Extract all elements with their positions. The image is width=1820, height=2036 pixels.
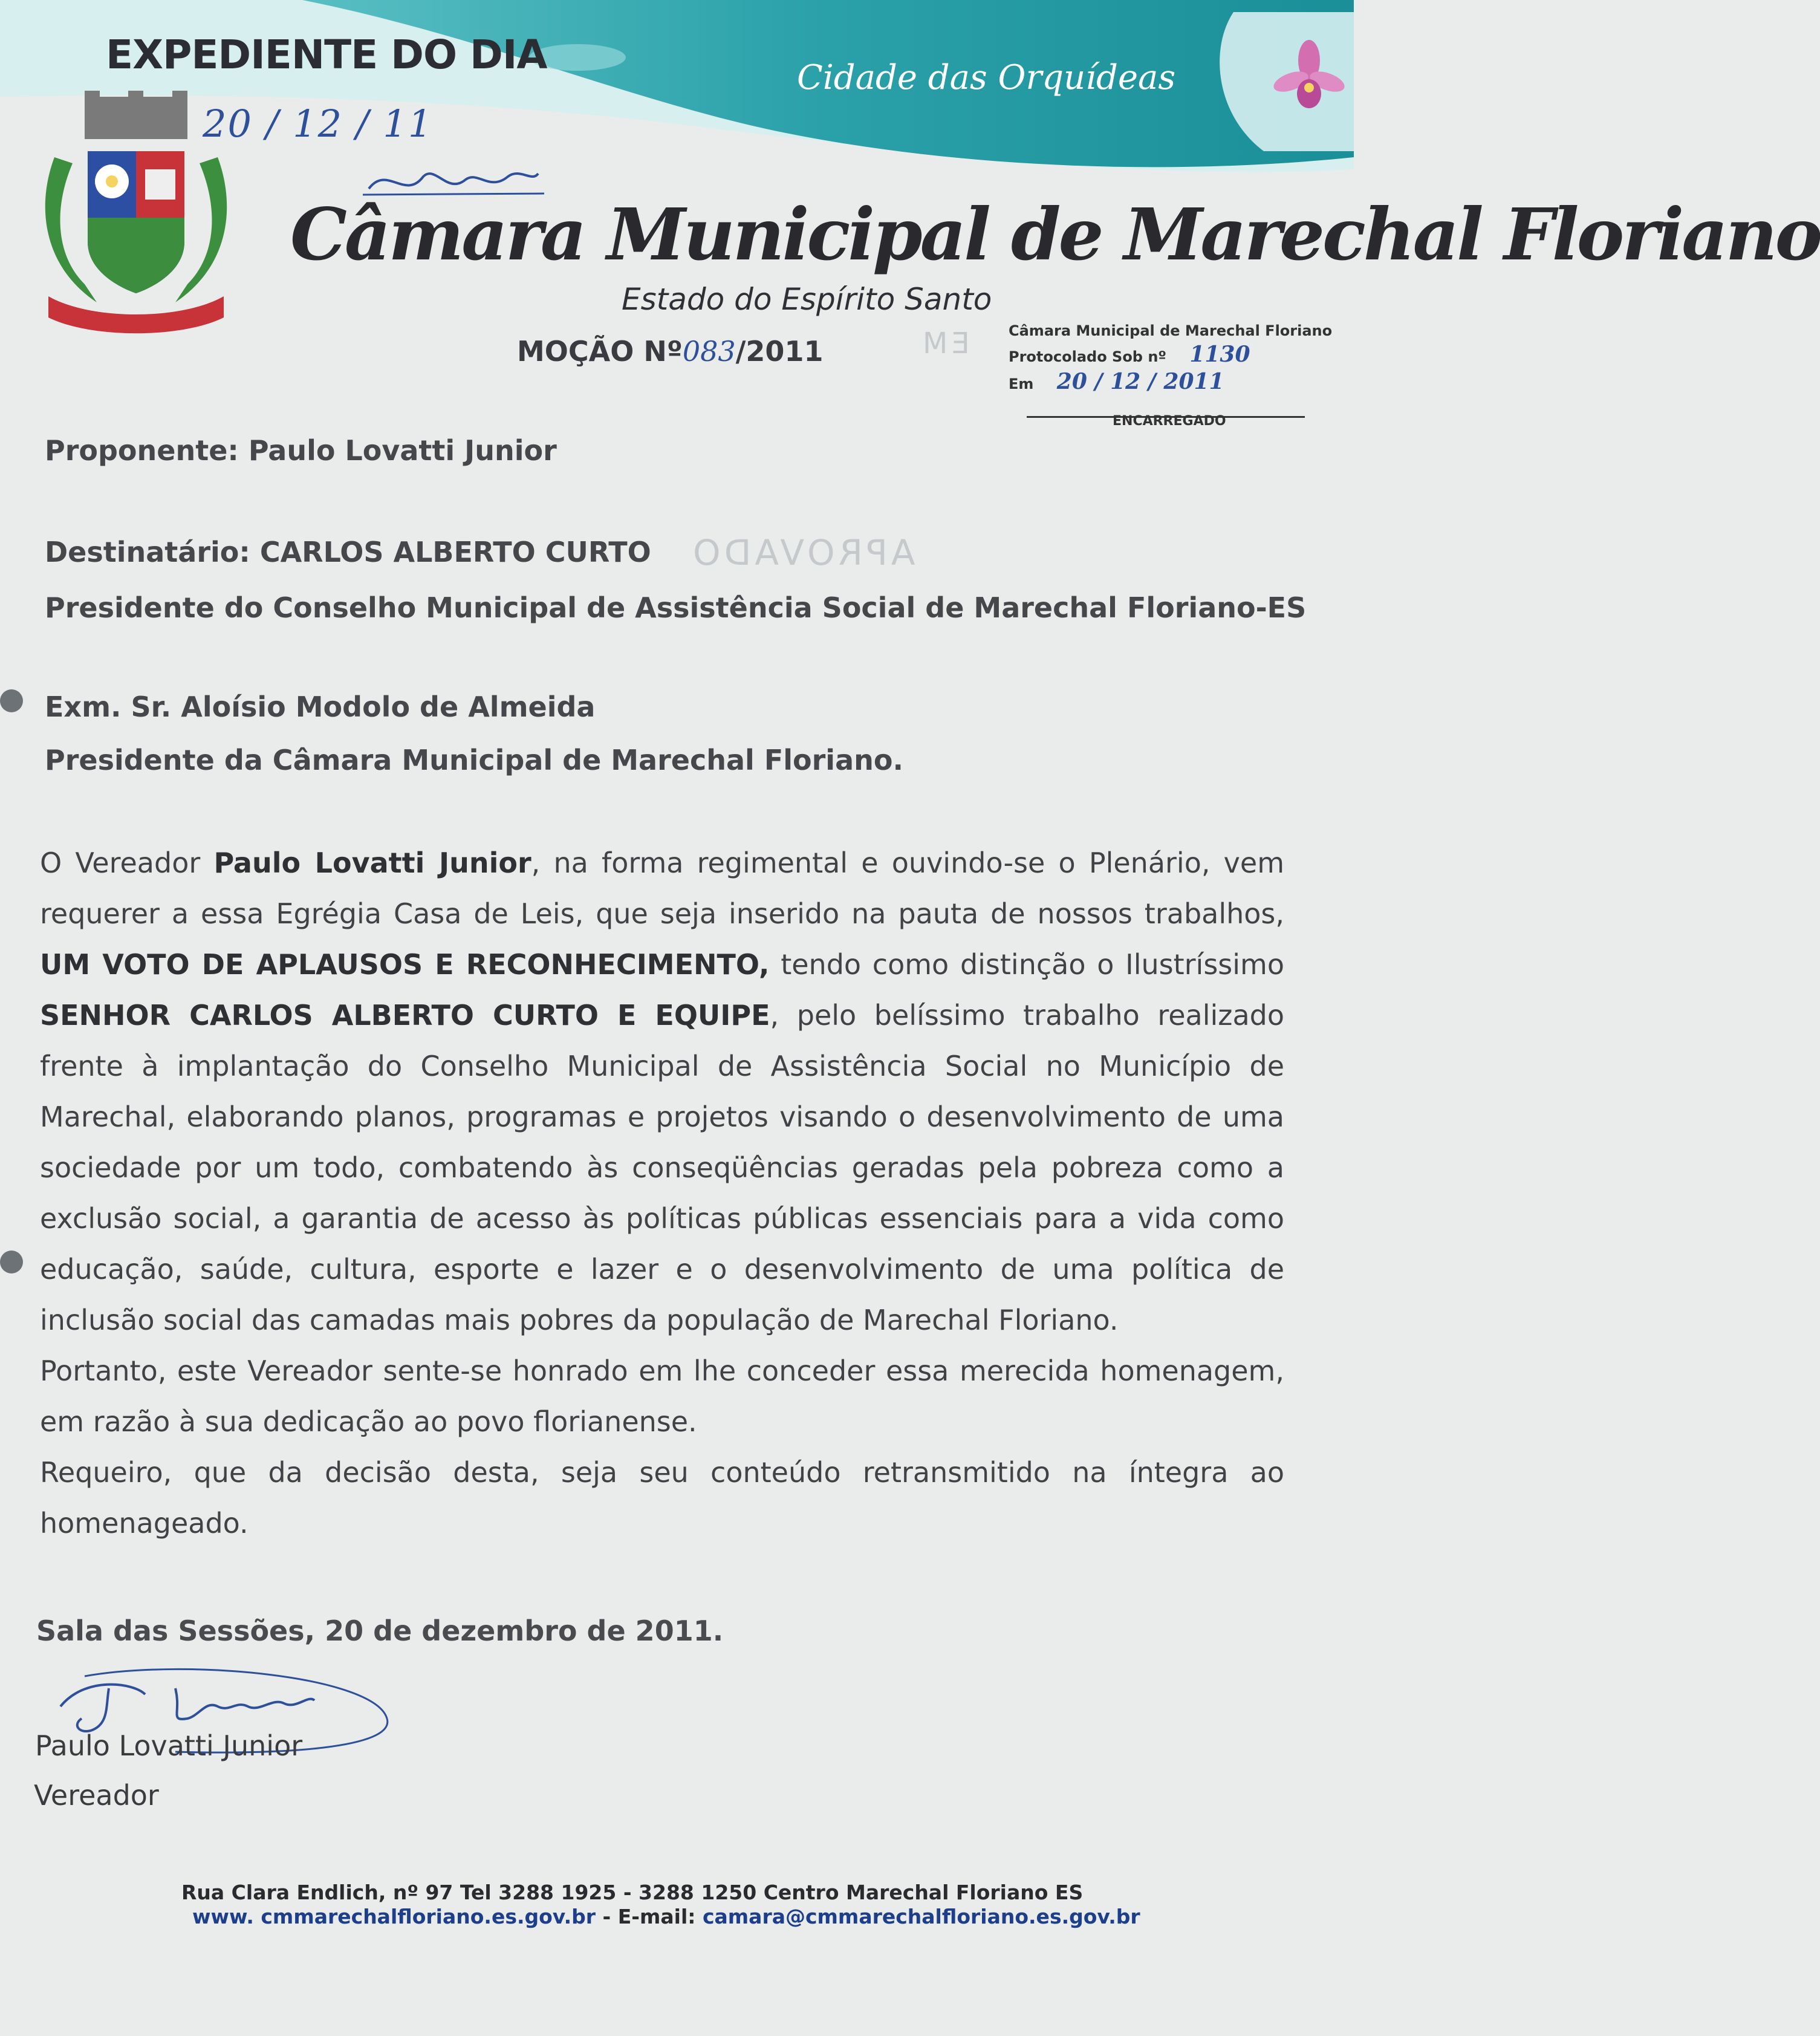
footer-address: Rua Clara Endlich, nº 97 Tel 3288 1925 - 3288 1250 Centro Marechal Floriano ES <box>181 1881 1084 1904</box>
recipient-name: CARLOS ALBERTO CURTO <box>259 536 651 568</box>
proponent-line <box>45 434 557 467</box>
addressee-title: Presidente da Câmara Municipal de Marechal Floriano. <box>45 744 903 776</box>
motion-year: /2011 <box>735 335 824 368</box>
protocol-date-value: 20 / 12 / 2011 <box>1056 369 1224 394</box>
recipient-label: Destinatário: <box>45 536 250 568</box>
place-date: Sala das Sessões, 20 de dezembro de 2011. <box>36 1615 724 1647</box>
ghost-stamp-approved: APROVADO <box>689 532 915 573</box>
orchid-icon <box>1273 36 1345 127</box>
recipient-line <box>45 536 651 568</box>
body-text-run: , na forma regimental e ouvindo-se o Plenário, vem requerer a essa Egrégia Casa de Leis, que seja inserido na pauta de nossos trabalhos, <box>40 847 1285 930</box>
proponent-name: Paulo Lovatti Junior <box>248 434 557 467</box>
state-subtitle: Estado do Espírito Santo <box>622 282 992 317</box>
motion-number <box>517 335 823 368</box>
body-text-run: tendo como distinção o Ilustríssimo <box>769 948 1284 981</box>
stamp-expediente: EXPEDIENTE DO DIA <box>106 31 547 78</box>
protocol-date-label: Em <box>1009 376 1034 392</box>
institution-title: Câmara Municipal de Marechal Floriano <box>290 192 1820 276</box>
protocol-number-label: Protocolado Sob nº <box>1009 348 1166 365</box>
handwritten-date: 20 / 12 / 11 <box>203 102 434 146</box>
signer-role: Vereador <box>34 1779 159 1812</box>
motion-number-value: 083 <box>682 335 736 368</box>
footer-website[interactable]: www. cmmarechalfloriano.es.gov.br <box>192 1905 596 1928</box>
footer-contacts <box>192 1905 1140 1928</box>
body-text-run: , pelo belíssimo trabalho realizado frente à implantação do Conselho Municipal de Assistência Social no Município de Marechal, elaborando planos, programas e projetos visando o desenvolvimento de uma sociedade por um todo, combatendo às conseqüências geradas pela pobreza como a exclusão social, a garantia de acesso às políticas públicas essenciais para a vida como educação, saúde, cultura, esporte e lazer e o desenvolvimento de uma política de inclusão social das camadas mais pobres da população de Marechal Floriano. <box>40 999 1284 1336</box>
footer-email[interactable]: camara@cmmarechalfloriano.es.gov.br <box>702 1905 1140 1928</box>
punch-hole <box>0 689 23 712</box>
punch-hole <box>0 1251 23 1273</box>
addressee: Exm. Sr. Aloísio Modolo de Almeida <box>45 691 596 723</box>
motion-body <box>40 837 1284 1549</box>
footer-email-label: - E-mail: <box>596 1905 703 1928</box>
protocol-stamp-date <box>1009 369 1224 394</box>
protocol-number-value: 1130 <box>1189 342 1250 367</box>
motion-label: MOÇÃO Nº <box>517 335 683 368</box>
protocol-stamp-encarregado: ENCARREGADO <box>1113 414 1226 429</box>
recipient-title: Presidente do Conselho Municipal de Assistência Social de Marechal Floriano-ES <box>45 591 1307 624</box>
body-text-run: O Vereador <box>40 847 214 879</box>
protocol-stamp-number <box>1009 342 1250 367</box>
slogan: Cidade das Orquídeas <box>797 58 1176 97</box>
body-paragraph <box>40 837 1284 1345</box>
body-paragraph: Requeiro, que da decisão desta, seja seu conteúdo retransmitido na íntegra ao homenageado. <box>40 1456 1284 1540</box>
body-text-bold: Paulo Lovatti Junior <box>213 847 531 879</box>
ghost-stamp-em: EM <box>919 327 970 360</box>
body-text-bold: SENHOR CARLOS ALBERTO CURTO E EQUIPE <box>40 999 770 1032</box>
proponent-label: Proponente: <box>45 434 239 467</box>
body-text-bold: UM VOTO DE APLAUSOS E RECONHECIMENTO, <box>40 948 770 981</box>
signer-name: Paulo Lovatti Junior <box>35 1729 303 1762</box>
protocol-stamp-title: Câmara Municipal de Marechal Floriano <box>1009 322 1333 339</box>
body-paragraph: Portanto, este Vereador sente-se honrado em lhe conceder essa merecida homenagem, em razão à sua dedicação ao povo florianense. <box>40 1355 1284 1438</box>
